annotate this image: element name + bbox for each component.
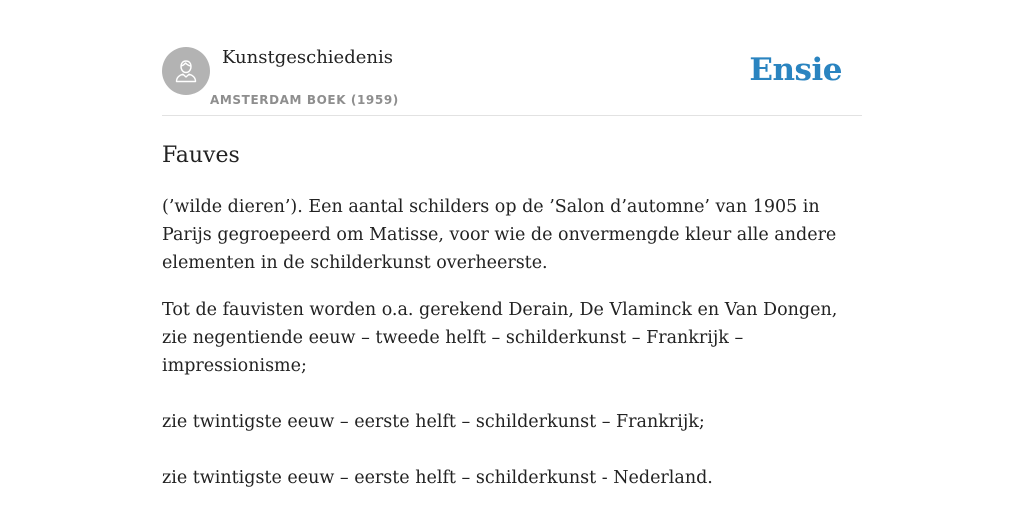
book-publisher-year: AMSTERDAM BOEK (1959) [210, 93, 399, 107]
paragraph-spacer [162, 380, 862, 408]
cross-reference: zie twintigste eeuw – eerste helft – schilderkunst - Nederland. [162, 468, 713, 488]
user-icon [171, 56, 201, 86]
entry-header [162, 46, 862, 116]
entry-title: Fauves [162, 143, 240, 168]
book-title[interactable]: Kunstgeschiedenis [222, 47, 393, 68]
ensie-logo[interactable]: Ensie [749, 52, 842, 88]
avatar[interactable] [162, 47, 210, 95]
page-container [162, 46, 862, 492]
entry-paragraph: (’wilde dieren’). Een aantal schilders op de ’Salon d’automne’ van 1905 in Parijs gegroepeerd om Matisse, voor wie de onvermengde kleur alle andere elementen in de schilderkunst overheerste. [162, 197, 837, 273]
entry-body [162, 193, 862, 492]
paragraph-spacer [162, 436, 862, 464]
cross-reference: zie twintigste eeuw – eerste helft – schilderkunst – Frankrijk; [162, 412, 705, 432]
entry-paragraph: Tot de fauvisten worden o.a. gerekend Derain, De Vlaminck en Van Dongen, zie negentiende eeuw – tweede helft – schilderkunst – Frankrijk – impressionisme; [162, 300, 838, 376]
